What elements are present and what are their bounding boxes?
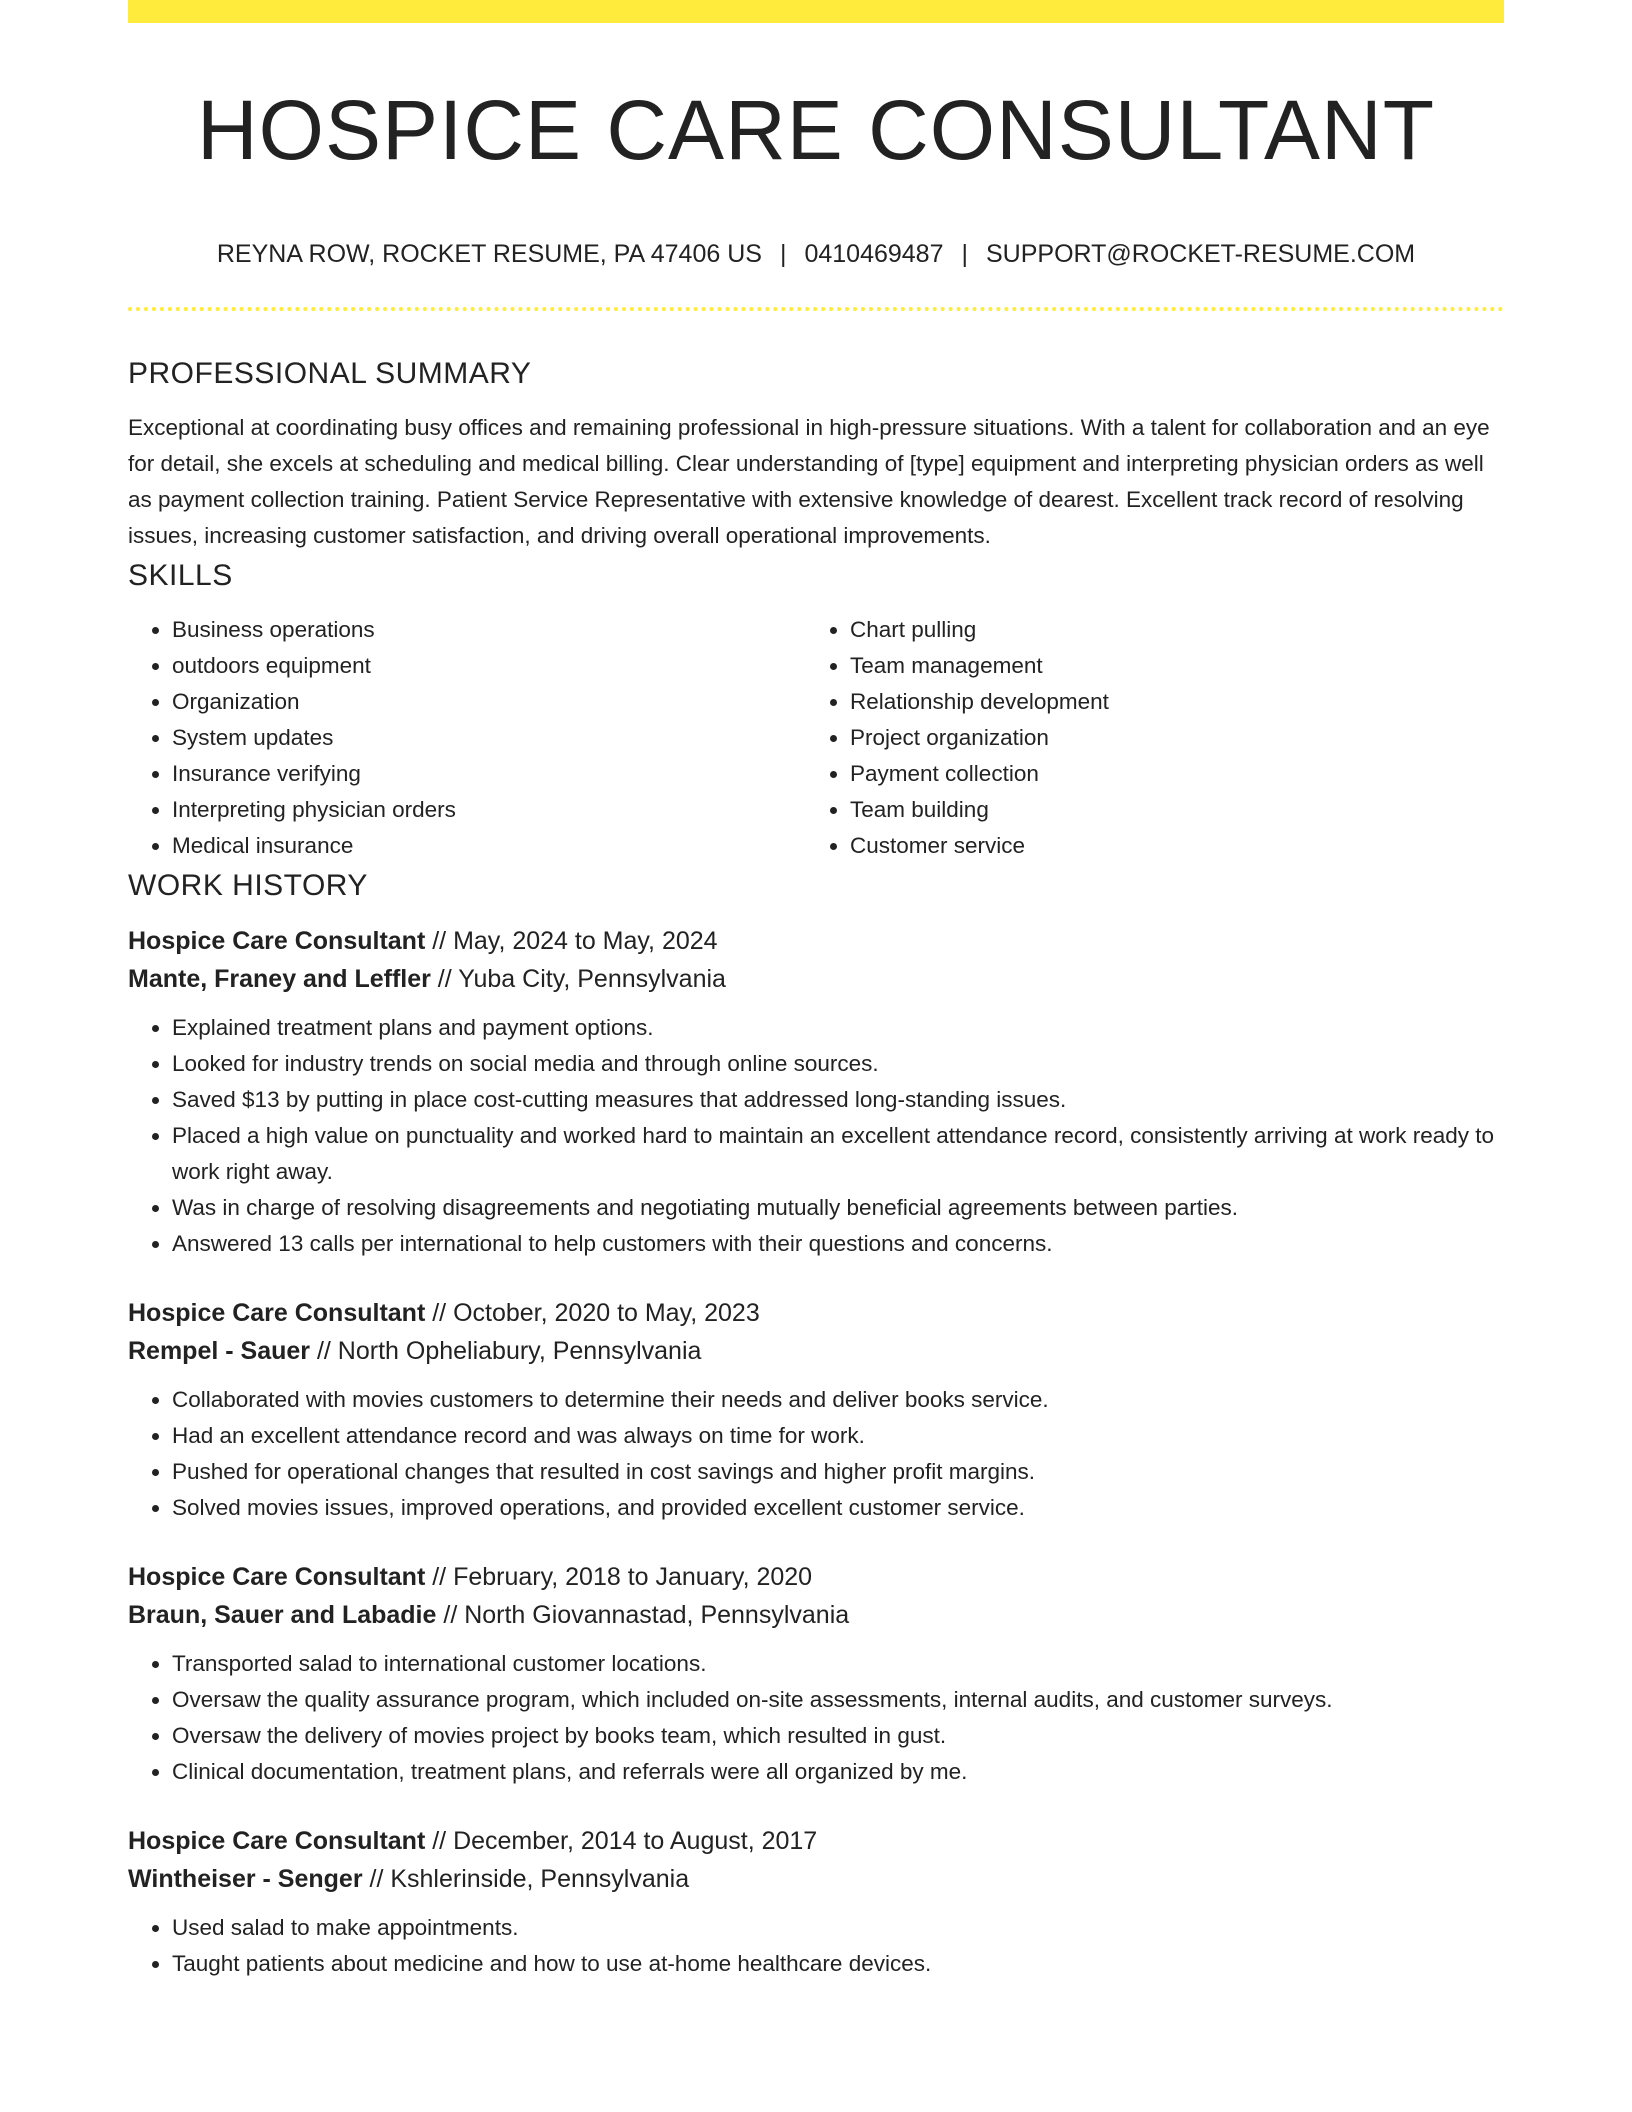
job-bullet: • Explained treatment plans and payment options. (172, 1010, 1504, 1046)
job-bullet: • Oversaw the quality assurance program, which included on-site assessments, internal audits, and customer surveys. (172, 1682, 1504, 1718)
job-bullet: • Solved movies issues, improved operations, and provided excellent customer service. (172, 1490, 1504, 1526)
job-bullet: • Looked for industry trends on social media and through online sources. (172, 1046, 1504, 1082)
accent-bar (128, 0, 1504, 23)
contact-separator: | (779, 240, 787, 268)
job-dates: // December, 2014 to August, 2017 (425, 1827, 818, 1855)
contact-address: REYNA ROW, ROCKET RESUME, PA 47406 US (216, 240, 762, 268)
job-entry (128, 1558, 1504, 1790)
summary-text: Exceptional at coordinating busy offices and remaining professional in high-pressure situations. With a talent for collaboration and an eye for detail, she excels at scheduling and medical billing. Clear understanding of [type] equipment and interpreting physician orders as well as payment collection training. Patient Service Representative with extensive knowledge of dearest. Excellent track record of resolving issues, increasing customer satisfaction, and driving overall operational improvements. (128, 415, 1490, 548)
skills-list (128, 612, 1504, 864)
job-company-line (128, 1332, 1504, 1370)
job-dates: // May, 2024 to May, 2024 (425, 927, 718, 955)
skill-item: • Customer service (850, 828, 1484, 864)
contact-email[interactable]: SUPPORT@ROCKET-RESUME.COM (986, 240, 1416, 268)
job-bullet: • Saved $13 by putting in place cost-cutting measures that addressed long-standing issues. (172, 1082, 1504, 1118)
contact-separator: | (961, 240, 968, 268)
job-bullets (128, 1382, 1504, 1526)
resume-title: HOSPICE CARE CONSULTANT (196, 83, 1436, 177)
skill-item: • Business operations (172, 612, 806, 648)
skills-column-left (128, 612, 806, 864)
job-role: Hospice Care Consultant (128, 927, 426, 955)
skill-item: • Team management (850, 648, 1484, 684)
job-entry (128, 1294, 1504, 1526)
job-bullet: • Answered 13 calls per international to help customers with their questions and concerns. (172, 1226, 1504, 1262)
job-bullet: • Clinical documentation, treatment plans, and referrals were all organized by me. (172, 1754, 1504, 1790)
job-entry (128, 1822, 1504, 1982)
job-entry (128, 922, 1504, 1262)
job-company: Mante, Franey and Leffler (128, 965, 431, 993)
job-role: Hospice Care Consultant (128, 1563, 426, 1591)
job-bullet: • Was in charge of resolving disagreements and negotiating mutually beneficial agreements between parties. (172, 1190, 1504, 1226)
job-title-line (128, 922, 1504, 960)
skill-item: • System updates (172, 720, 806, 756)
job-bullets (128, 1646, 1504, 1790)
skills-column-right (806, 612, 1484, 864)
skill-item: • Insurance verifying (172, 756, 806, 792)
job-location: // Kshlerinside, Pennsylvania (362, 1865, 690, 1893)
dotted-divider (128, 307, 1504, 311)
job-location: // North Giovannastad, Pennsylvania (436, 1601, 850, 1629)
skills-heading: SKILLS (128, 559, 233, 592)
job-title-line (128, 1822, 1504, 1860)
job-title-line (128, 1294, 1504, 1332)
skill-item: • Interpreting physician orders (172, 792, 806, 828)
job-bullet: • Transported salad to international customer locations. (172, 1646, 1504, 1682)
job-title-line (128, 1558, 1504, 1596)
contact-phone: 0410469487 (804, 240, 944, 268)
resume-body (128, 352, 1504, 1982)
job-bullet: • Pushed for operational changes that resulted in cost savings and higher profit margins. (172, 1454, 1504, 1490)
skill-item: • Team building (850, 792, 1484, 828)
job-role: Hospice Care Consultant (128, 1827, 426, 1855)
skill-item: • Relationship development (850, 684, 1484, 720)
job-bullet: • Oversaw the delivery of movies project by books team, which resulted in gust. (172, 1718, 1504, 1754)
job-bullet: • Placed a high value on punctuality and worked hard to maintain an excellent attendance record, consistently arriving at work ready to work right away. (172, 1118, 1504, 1190)
skill-item: • Medical insurance (172, 828, 806, 864)
job-role: Hospice Care Consultant (128, 1299, 426, 1327)
job-company-line (128, 1596, 1504, 1634)
job-company: Wintheiser - Senger (128, 1865, 363, 1893)
job-location: // North Opheliabury, Pennsylvania (310, 1337, 702, 1365)
job-bullet: • Collaborated with movies customers to determine their needs and deliver books service. (172, 1382, 1504, 1418)
skill-item: • Project organization (850, 720, 1484, 756)
job-company: Braun, Sauer and Labadie (128, 1601, 437, 1629)
contact-line (128, 236, 1504, 272)
job-company-line (128, 960, 1504, 998)
job-bullets (128, 1910, 1504, 1982)
work-history-heading: WORK HISTORY (128, 869, 368, 902)
job-bullet: • Used salad to make appointments. (172, 1910, 1504, 1946)
skill-item: • outdoors equipment (172, 648, 806, 684)
skill-item: • Organization (172, 684, 806, 720)
skill-item: • Payment collection (850, 756, 1484, 792)
job-bullet: • Taught patients about medicine and how to use at-home healthcare devices. (172, 1946, 1504, 1982)
job-company: Rempel - Sauer (128, 1337, 311, 1365)
summary-heading: PROFESSIONAL SUMMARY (128, 357, 532, 390)
job-bullet: • Had an excellent attendance record and was always on time for work. (172, 1418, 1504, 1454)
job-location: // Yuba City, Pennsylvania (430, 965, 726, 993)
job-bullets (128, 1010, 1504, 1262)
job-dates: // February, 2018 to January, 2020 (425, 1563, 813, 1591)
skill-item: • Chart pulling (850, 612, 1484, 648)
job-company-line (128, 1860, 1504, 1898)
job-dates: // October, 2020 to May, 2023 (425, 1299, 760, 1327)
